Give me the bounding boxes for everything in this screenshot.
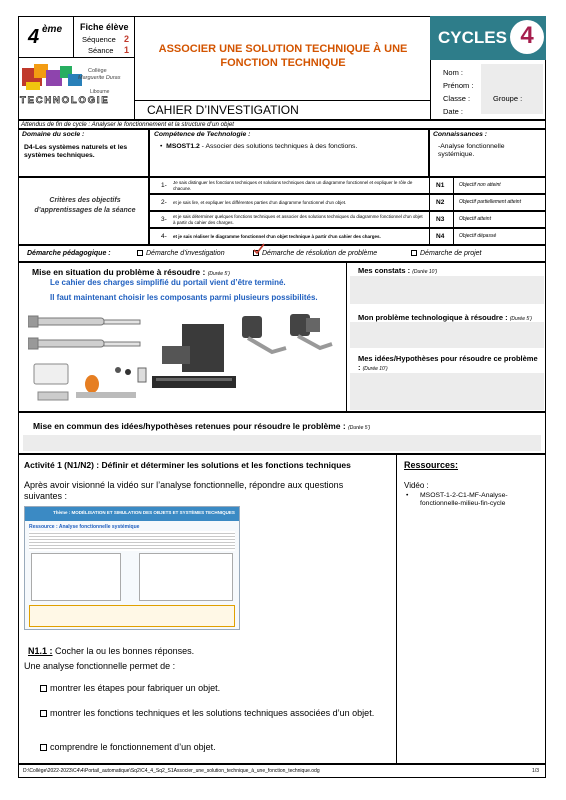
activite-title: Activité 1 (N1/N2) : Définir et déterminer les solutions et les fonctions techniques bbox=[24, 460, 351, 470]
probleme-techno-text: Mon problème technologique à résoudre : bbox=[358, 313, 508, 322]
field-prenom[interactable]: Prénom : bbox=[443, 81, 474, 90]
checkbox-icon[interactable] bbox=[253, 250, 259, 256]
answer-option[interactable] bbox=[40, 742, 216, 752]
ressources-title: Ressources: bbox=[404, 460, 459, 470]
critere-status: Objectif dépassé bbox=[459, 233, 497, 239]
probleme-techno-title bbox=[358, 313, 532, 322]
domaine-label: Domaine du socle : bbox=[22, 131, 85, 138]
cycles-circle bbox=[510, 20, 544, 54]
demarche-label: Démarche pédagogique : bbox=[27, 250, 111, 257]
question-text: Une analyse fonctionnelle permet de : bbox=[24, 661, 176, 671]
critere-num: 2- bbox=[161, 199, 167, 206]
demarche-option-label: Démarche de résolution de problème bbox=[262, 250, 378, 257]
competence-cell bbox=[149, 129, 429, 177]
critere-divider bbox=[453, 177, 454, 245]
fiche-label: Fiche élève bbox=[80, 22, 129, 32]
criteres-table bbox=[149, 177, 546, 245]
cahier-title: CAHIER D’INVESTIGATION bbox=[147, 103, 299, 117]
competence-bullet: • bbox=[160, 143, 167, 150]
ressources-video-label: Vidéo : bbox=[404, 481, 429, 490]
attendus-row: Attendus de fin de cycle : Analyser le fonctionnement et la structure d’un objet bbox=[18, 120, 546, 129]
idees-answer-area[interactable] bbox=[350, 373, 544, 410]
critere-status: Objectif atteint bbox=[459, 216, 491, 222]
demarche-option[interactable] bbox=[253, 250, 377, 257]
cycles-label: CYCLES bbox=[438, 28, 507, 47]
critere-level: N1 bbox=[436, 182, 445, 189]
level-number: 4 bbox=[28, 26, 40, 48]
logo-college-text: Collège bbox=[88, 68, 107, 74]
title-box bbox=[134, 16, 430, 100]
critere-divider bbox=[429, 177, 430, 245]
video-diagram-right bbox=[139, 553, 233, 601]
critere-text: et je sais lire, et expliquer les différentes parties d’un diagramme fonctionnel d’un objet. bbox=[173, 200, 347, 205]
field-date[interactable]: Date : bbox=[443, 107, 464, 116]
fiche-box bbox=[74, 16, 134, 58]
probleme-techno-answer-area[interactable] bbox=[350, 322, 544, 348]
probleme-title bbox=[32, 267, 230, 277]
commun-title bbox=[33, 421, 370, 431]
connaissances-cell bbox=[429, 129, 546, 177]
field-groupe[interactable]: Groupe : bbox=[493, 94, 523, 103]
answer-option[interactable] bbox=[40, 705, 380, 722]
criteres-label: Critères des objectifs d’apprentissages de la séance bbox=[34, 197, 136, 214]
commun-duration: (Durée 5’) bbox=[348, 425, 371, 431]
demarche-option-label: Démarche de projet bbox=[420, 250, 482, 257]
idees-duration: (Durée 10’) bbox=[362, 366, 388, 372]
critere-num: 4- bbox=[161, 233, 167, 240]
field-classe[interactable]: Classe : bbox=[443, 94, 471, 103]
domaine-value: D4-Les systèmes naturels et les systèmes techniques. bbox=[24, 144, 128, 159]
bullet: • bbox=[406, 492, 409, 499]
commun-section bbox=[18, 412, 546, 454]
sequence-label: Séquence bbox=[82, 35, 116, 44]
connaissances-label: Connaissances : bbox=[433, 131, 488, 138]
critere-level: N2 bbox=[436, 199, 445, 206]
critere-level: N4 bbox=[436, 233, 445, 240]
video-summary-box bbox=[29, 605, 235, 627]
idees-title bbox=[358, 354, 538, 374]
seance-value: 1 bbox=[124, 45, 130, 55]
answer-label: comprendre le fonctionnement d’un objet. bbox=[50, 742, 216, 752]
answer-option[interactable] bbox=[40, 683, 220, 693]
level-suffix: ème bbox=[42, 24, 63, 35]
critere-text: Je sais distinguer les fonctions techniques et solutions techniques dans un diagramme fonctionnel et expliquer le rôle de chacune. bbox=[173, 180, 413, 191]
checkbox-icon[interactable] bbox=[40, 685, 47, 692]
probleme-line2: Il faut maintenant choisir les composants parmi plusieurs possibilités. bbox=[50, 293, 318, 302]
critere-level: N3 bbox=[436, 216, 445, 223]
logo-city-text: Libourne bbox=[90, 89, 110, 95]
seance-label: Séance bbox=[88, 46, 114, 55]
competence-text: - Associer des solutions techniques à des fonctions. bbox=[199, 143, 358, 150]
question-line bbox=[28, 646, 194, 656]
page-number: 1/3 bbox=[532, 768, 539, 774]
question-label: N1.1 : bbox=[28, 646, 53, 656]
college-logo bbox=[20, 60, 132, 110]
motor-image bbox=[152, 318, 236, 394]
idees-title-text: Mes idées/Hypothèses pour résoudre ce problème : bbox=[358, 354, 538, 372]
video-header-bar bbox=[25, 507, 239, 521]
competence-code: MSOST1.2 bbox=[166, 143, 200, 150]
checkbox-icon[interactable] bbox=[137, 250, 143, 256]
ressources-item[interactable] bbox=[406, 492, 542, 508]
checkbox-icon[interactable] bbox=[40, 710, 47, 717]
field-shade bbox=[481, 64, 543, 114]
level-box bbox=[18, 16, 74, 58]
logo-techno-text: TECHNOLOGIE bbox=[20, 95, 110, 106]
footer-path: D:\Collège\2022-2023\C4\4\Portail_automatique\Sq2\C4_4_Sq2_S1Associer_une_solution_technique_à_une_fonction_technique.odg bbox=[23, 768, 320, 774]
constats-duration: (Durée 10’) bbox=[412, 269, 438, 275]
answer-label: montrer les étapes pour fabriquer un objet. bbox=[50, 683, 221, 693]
cahier-box bbox=[134, 100, 430, 120]
probleme-duration: (Durée 5’) bbox=[207, 271, 230, 277]
demarche-option-label: Démarche d’investigation bbox=[146, 250, 225, 257]
activite-intro: Après avoir visionné la vidéo sur l’analyse fonctionnelle, répondre aux questions suivantes : bbox=[24, 480, 344, 501]
critere-num: 3- bbox=[161, 216, 167, 223]
constats-title bbox=[358, 266, 437, 275]
commun-answer-area[interactable] bbox=[23, 435, 541, 451]
video-diagram-left bbox=[31, 553, 121, 601]
ressources-item-text[interactable]: MSOST-1-2-C1-MF-Analyse-fonctionnelle-milieu-fin-cycle bbox=[420, 492, 508, 507]
field-nom[interactable]: Nom : bbox=[443, 68, 464, 77]
checkbox-icon[interactable] bbox=[40, 744, 47, 751]
competence-value bbox=[160, 143, 357, 150]
logo-name-text: Marguerite Duras bbox=[78, 75, 121, 81]
red-checkmark-icon bbox=[253, 243, 265, 255]
demarche-option[interactable] bbox=[411, 250, 481, 257]
constats-answer-area[interactable] bbox=[350, 276, 544, 304]
probleme-line1: Le cahier des charges simplifié du portail vient d’être terminé. bbox=[50, 278, 286, 287]
critere-text: et je sais déterminer quelques fonctions techniques et associer des solutions techniques du diagramme fonctionnel d’un objet à partir du cahier des charges. bbox=[173, 214, 423, 225]
constats-title-text: Mes constats : bbox=[358, 266, 411, 275]
page-title: ASSOCIER UNE SOLUTION TECHNIQUE À UNE FONCTION TECHNIQUE bbox=[158, 43, 408, 69]
cycles-number: 4 bbox=[520, 22, 534, 49]
critere-status: Objectif partiellement atteint bbox=[459, 199, 521, 205]
video-header-text: Thème : MODÉLISATION ET SIMULATION DES OBJETS ET SYSTÈMES TECHNIQUES bbox=[53, 510, 235, 515]
student-fields bbox=[430, 60, 546, 120]
video-thumbnail[interactable] bbox=[24, 506, 240, 630]
probleme-title-text: Mise en situation du problème à résoudre : bbox=[32, 267, 206, 277]
footer bbox=[18, 764, 546, 778]
criteres-label-cell bbox=[18, 177, 149, 245]
video-section-title: Ressource : Analyse fonctionnelle systémique bbox=[29, 524, 140, 530]
critere-text: et je sais réaliser le diagramme fonctionnel d’un objet technique à partir d’un cahier des charges. bbox=[173, 234, 381, 239]
control-kit-image bbox=[28, 358, 156, 408]
actuators-image bbox=[28, 310, 148, 360]
activite-divider bbox=[396, 454, 397, 764]
commun-title-text: Mise en commun des idées/hypothèses retenues pour résoudre le problème : bbox=[33, 421, 346, 431]
demarche-option[interactable] bbox=[137, 250, 225, 257]
video-text-lines bbox=[29, 531, 235, 551]
probleme-divider bbox=[346, 262, 347, 412]
arm-motors-image bbox=[236, 308, 336, 358]
critere-num: 1- bbox=[161, 182, 167, 189]
cycles-badge bbox=[430, 16, 546, 60]
sequence-value: 2 bbox=[124, 34, 130, 44]
question-label-text: Cocher la ou les bonnes réponses. bbox=[52, 646, 195, 656]
checkbox-icon[interactable] bbox=[411, 250, 417, 256]
competence-label: Compétence de Technologie : bbox=[154, 131, 251, 138]
answer-label: montrer les fonctions techniques et les solutions techniques associées d’un objet. bbox=[50, 708, 375, 718]
connaissances-value: -Analyse fonctionnelle systémique. bbox=[438, 143, 505, 158]
demarche-row bbox=[18, 245, 546, 262]
domaine-cell bbox=[18, 129, 149, 177]
critere-status: Objectif non atteint bbox=[459, 182, 501, 188]
probleme-techno-duration: (Durée 5’) bbox=[509, 316, 532, 322]
